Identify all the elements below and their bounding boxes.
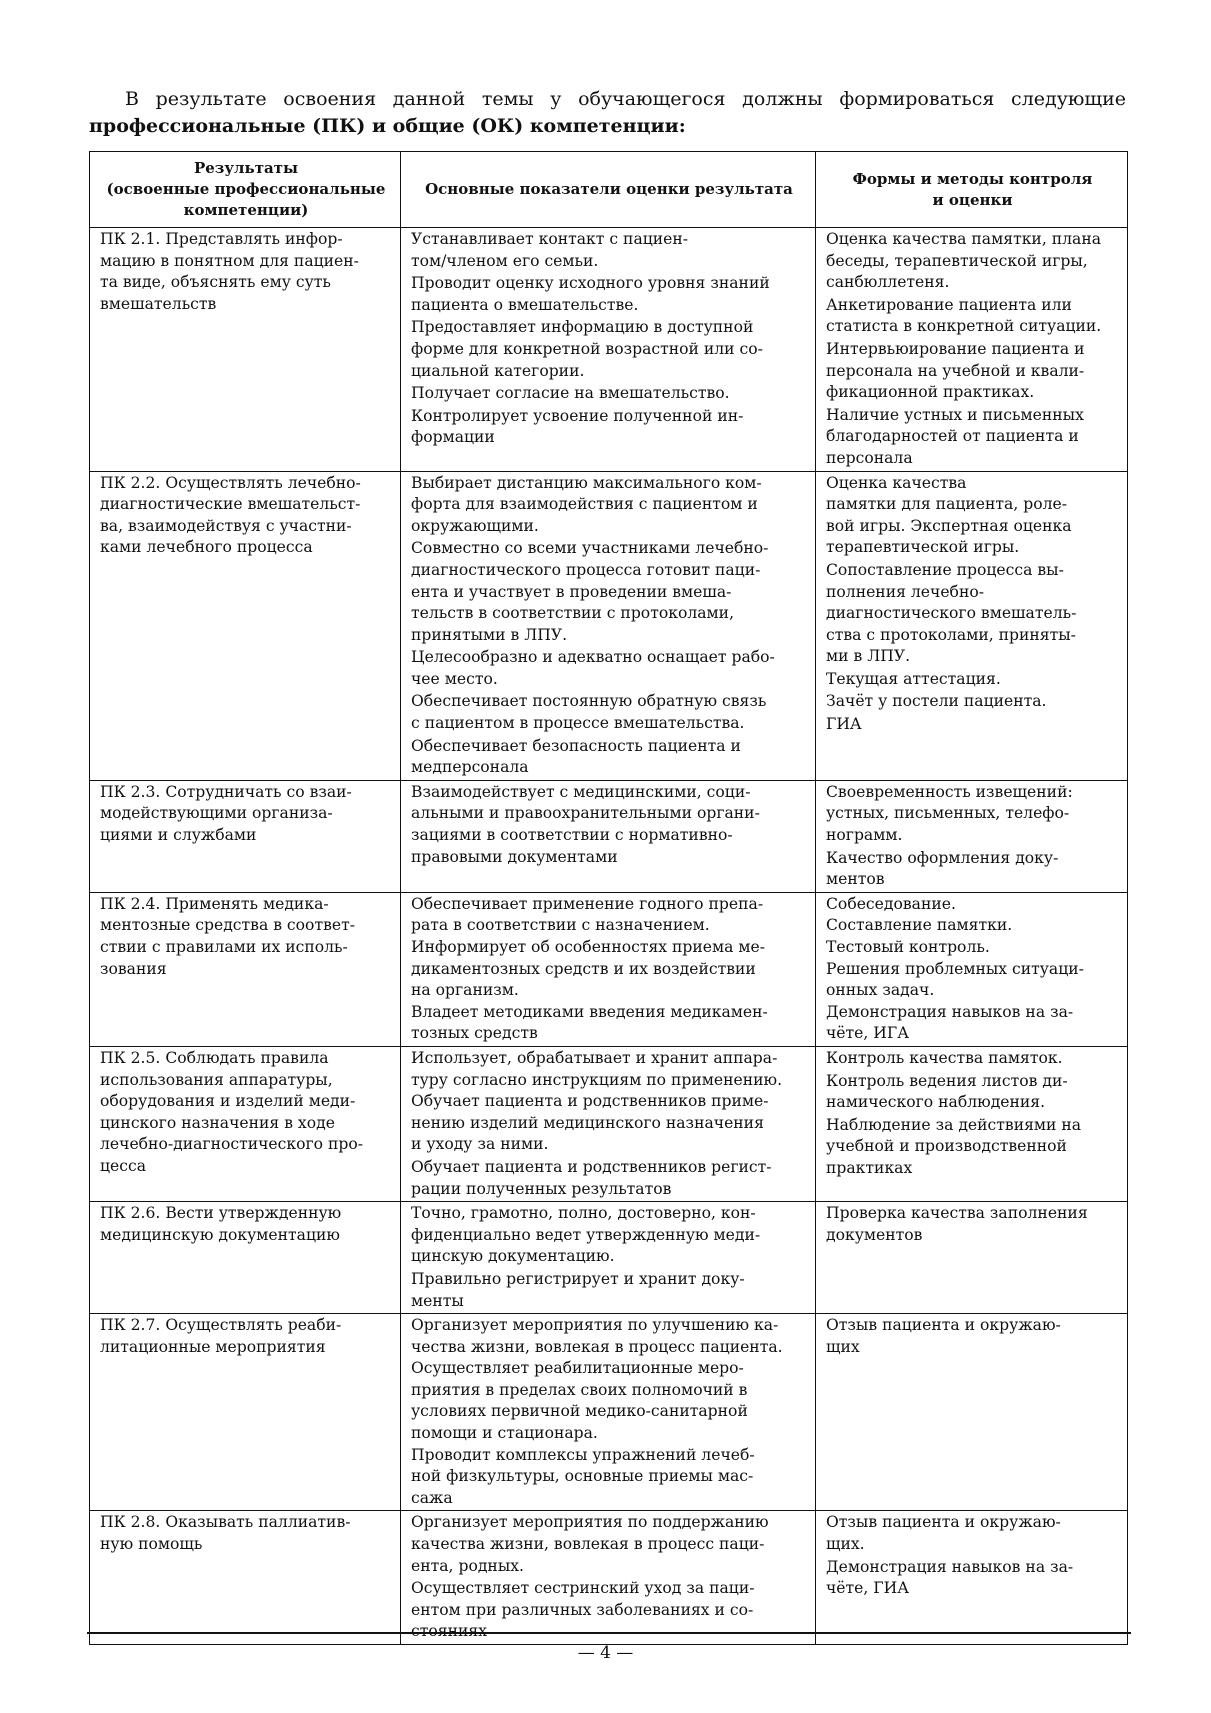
competence-paragraph: ПК 2.6. Вести утвержденную медицинскую документацию xyxy=(100,1204,342,1244)
table-row xyxy=(90,471,1128,780)
footer-divider xyxy=(87,1632,1131,1634)
methods-paragraph: Текущая аттестация. xyxy=(826,669,1001,688)
methods-paragraph: Проверка качества заполнения документов xyxy=(826,1204,1088,1244)
competence-cell xyxy=(90,1202,401,1314)
indicators-paragraph: Совместно со всеми участниками лечебно- диагностического процесса готовит паци- ента и участвует в проведении вмеша- тельств в соответствии с протоколами, принятыми в ЛПУ. xyxy=(411,539,769,644)
indicators-paragraph: Целесообразно и адекватно оснащает рабо- чее место. xyxy=(411,648,775,688)
indicators-cell xyxy=(401,892,816,1046)
indicators-cell xyxy=(401,1046,816,1201)
methods-cell xyxy=(816,1314,1128,1511)
indicators-paragraph: Использует, обрабатывает и хранит аппара- туру согласно инструкциям по применению. Обучает пациента и родственников приме- нению изделий медицинского назначения и уходу за ними. xyxy=(411,1048,783,1154)
competence-cell xyxy=(90,1046,401,1201)
methods-paragraph: Демонстрация навыков на за- чёте, ГИА xyxy=(826,1557,1074,1598)
competence-paragraph: ПК 2.1. Представлять инфор- мацию в понятном для пациен- та виде, объяснять ему суть вмешательств xyxy=(100,230,359,313)
indicators-paragraph: Обеспечивает постоянную обратную связь с пациентом в процессе вмешательства. xyxy=(411,692,767,733)
indicators-paragraph: Правильно регистрирует и хранит доку- менты xyxy=(411,1269,745,1310)
indicators-cell xyxy=(401,228,816,472)
methods-paragraph: Наличие устных и письменных благодарностей от пациента и персонала xyxy=(826,405,1084,467)
header-results-text: Результаты (освоенные профессиональные компетенции) xyxy=(106,159,386,219)
indicators-paragraph: Взаимодействует с медицинскими, соци- альными и правоохранительными органи- зациями в соответствии с нормативно- правовыми документами xyxy=(411,782,760,866)
table-row xyxy=(90,1511,1128,1645)
methods-cell xyxy=(816,228,1128,472)
header-indicators xyxy=(401,152,816,228)
competence-cell xyxy=(90,471,401,780)
competencies-table xyxy=(89,151,1128,1645)
competence-paragraph: ПК 2.8. Оказывать паллиатив- ную помощь xyxy=(100,1513,351,1554)
indicators-paragraph: Обеспечивает безопасность пациента и медперсонала xyxy=(411,736,741,777)
indicators-paragraph: Точно, грамотно, полно, достоверно, кон- фиденциально ведет утвержденную меди- цинскую документацию. xyxy=(411,1204,761,1266)
indicators-paragraph: Организует мероприятия по поддержанию качества жизни, вовлекая в процесс паци- ента, родных. xyxy=(411,1513,769,1575)
competence-cell xyxy=(90,1511,401,1645)
header-results xyxy=(90,152,401,228)
intro-text: В результате освоения данной темы у обучающегося должны формироваться следующие xyxy=(125,88,1126,110)
indicators-paragraph: Выбирает дистанцию максимального ком- форта для взаимодействия с пациентом и окружающими. xyxy=(411,473,762,535)
competence-cell xyxy=(90,228,401,472)
methods-cell xyxy=(816,1046,1128,1201)
methods-paragraph: Анкетирование пациента или статиста в конкретной ситуации. xyxy=(826,295,1102,336)
methods-paragraph: Отзыв пациента и окружаю- щих xyxy=(826,1316,1061,1356)
methods-paragraph: ГИА xyxy=(826,715,862,734)
methods-cell xyxy=(816,1202,1128,1314)
intro-bold-text: профессиональные (ПК) и общие (ОК) компетенции: xyxy=(89,115,686,137)
competence-paragraph: ПК 2.5. Соблюдать правила использования аппаратуры, оборудования и изделий меди- цинского назначения в ходе лечебно-диагностического про- цесса xyxy=(100,1048,364,1175)
page-number: — 4 — xyxy=(577,1643,634,1663)
indicators-paragraph: Осуществляет сестринский уход за паци- ентом при различных заболеваниях и со- стояниях xyxy=(411,1579,755,1641)
methods-cell xyxy=(816,892,1128,1046)
table-row xyxy=(90,892,1128,1046)
indicators-paragraph: Проводит оценку исходного уровня знаний пациента о вмешательстве. xyxy=(411,274,770,314)
methods-paragraph: Оценка качества памятки, плана беседы, терапевтической игры, санбюллетеня. xyxy=(826,230,1102,292)
methods-paragraph: Интервьюирование пациента и персонала на учебной и квали- фикационной практиках. xyxy=(826,339,1085,402)
methods-cell xyxy=(816,780,1128,892)
competence-paragraph: ПК 2.7. Осуществлять реаби- литационные мероприятия xyxy=(100,1316,342,1356)
indicators-cell xyxy=(401,1314,816,1511)
intro-paragraph xyxy=(89,86,1126,140)
table-row xyxy=(90,1314,1128,1511)
table-row xyxy=(90,1202,1128,1314)
indicators-cell xyxy=(401,1202,816,1314)
methods-paragraph: Контроль ведения листов ди- намического наблюдения. xyxy=(826,1071,1068,1112)
methods-paragraph: Своевременность извещений: устных, письменных, телефо- нограмм. xyxy=(826,782,1073,845)
methods-paragraph: Оценка качества памятки для пациента, роле- вой игры. Экспертная оценка терапевтической игры. xyxy=(826,473,1072,557)
indicators-paragraph: Устанавливает контакт с пациен- том/членом его семьи. xyxy=(411,230,689,270)
competence-paragraph: ПК 2.3. Сотрудничать со взаи- модействующими организа- циями и службами xyxy=(100,782,352,845)
methods-cell xyxy=(816,1511,1128,1645)
methods-paragraph: Контроль качества памяток. xyxy=(826,1048,1063,1067)
methods-paragraph: Качество оформления доку- ментов xyxy=(826,848,1059,889)
header-methods-text: Формы и методы контроля и оценки xyxy=(852,169,1093,209)
methods-paragraph: Отзыв пациента и окружаю- щих. xyxy=(826,1513,1061,1554)
indicators-paragraph: Обучает пациента и родственников регист- рации полученных результатов xyxy=(411,1157,772,1198)
competence-cell xyxy=(90,780,401,892)
table-body xyxy=(90,228,1128,1645)
methods-paragraph: Наблюдение за действиями на учебной и производственной практиках xyxy=(826,1115,1082,1177)
table-header-row xyxy=(90,152,1128,228)
methods-paragraph: Собеседование. Составление памятки. Тестовый контроль. Решения проблемных ситуаци- онных задач. Демонстрация навыков на за- чёте, ИГА xyxy=(826,894,1084,1043)
methods-paragraph: Сопоставление процесса вы- полнения лечебно- диагностического вмешатель- ства с протоколами, приняты- ми в ЛПУ. xyxy=(826,560,1077,666)
indicators-paragraph: Контролирует усвоение полученной ин- формации xyxy=(411,406,744,447)
competence-cell xyxy=(90,1314,401,1511)
methods-cell xyxy=(816,471,1128,780)
table-row xyxy=(90,780,1128,892)
competence-cell xyxy=(90,892,401,1046)
table-row xyxy=(90,1046,1128,1201)
table-row xyxy=(90,228,1128,472)
indicators-cell xyxy=(401,471,816,780)
indicators-paragraph: Организует мероприятия по улучшению ка- чества жизни, вовлекая в процесс пациента. Осуществляет реабилитационные меро- приятия в пределах своих полномочий в условиях первичной медико-санитарной помощи и стационара. Проводит комплексы упражнений лечеб- ной физкультуры, основные приемы мас- сажа xyxy=(411,1316,783,1507)
methods-paragraph: Зачёт у постели пациента. xyxy=(826,692,1047,711)
header-indicators-text: Основные показатели оценки результата xyxy=(425,180,793,198)
indicators-paragraph: Получает согласие на вмешательство. xyxy=(411,384,730,403)
indicators-cell xyxy=(401,1511,816,1645)
competence-paragraph: ПК 2.4. Применять медика- ментозные средства в соответ- ствии с правилами их исполь- зования xyxy=(100,894,355,978)
indicators-paragraph: Обеспечивает применение годного препа- рата в соответствии с назначением. Информирует об особенностях приема ме- дикаментозных средств и их воздействии на организм. Владеет методиками введения медикамен- тозных средств xyxy=(411,894,768,1043)
indicators-cell xyxy=(401,780,816,892)
indicators-paragraph: Предоставляет информацию в доступной форме для конкретной возрастной или со- циальной категории. xyxy=(411,318,763,380)
header-methods xyxy=(816,152,1128,228)
competence-paragraph: ПК 2.2. Осуществлять лечебно- диагностические вмешательст- ва, взаимодействуя с участни- ками лечебного процесса xyxy=(100,473,361,557)
